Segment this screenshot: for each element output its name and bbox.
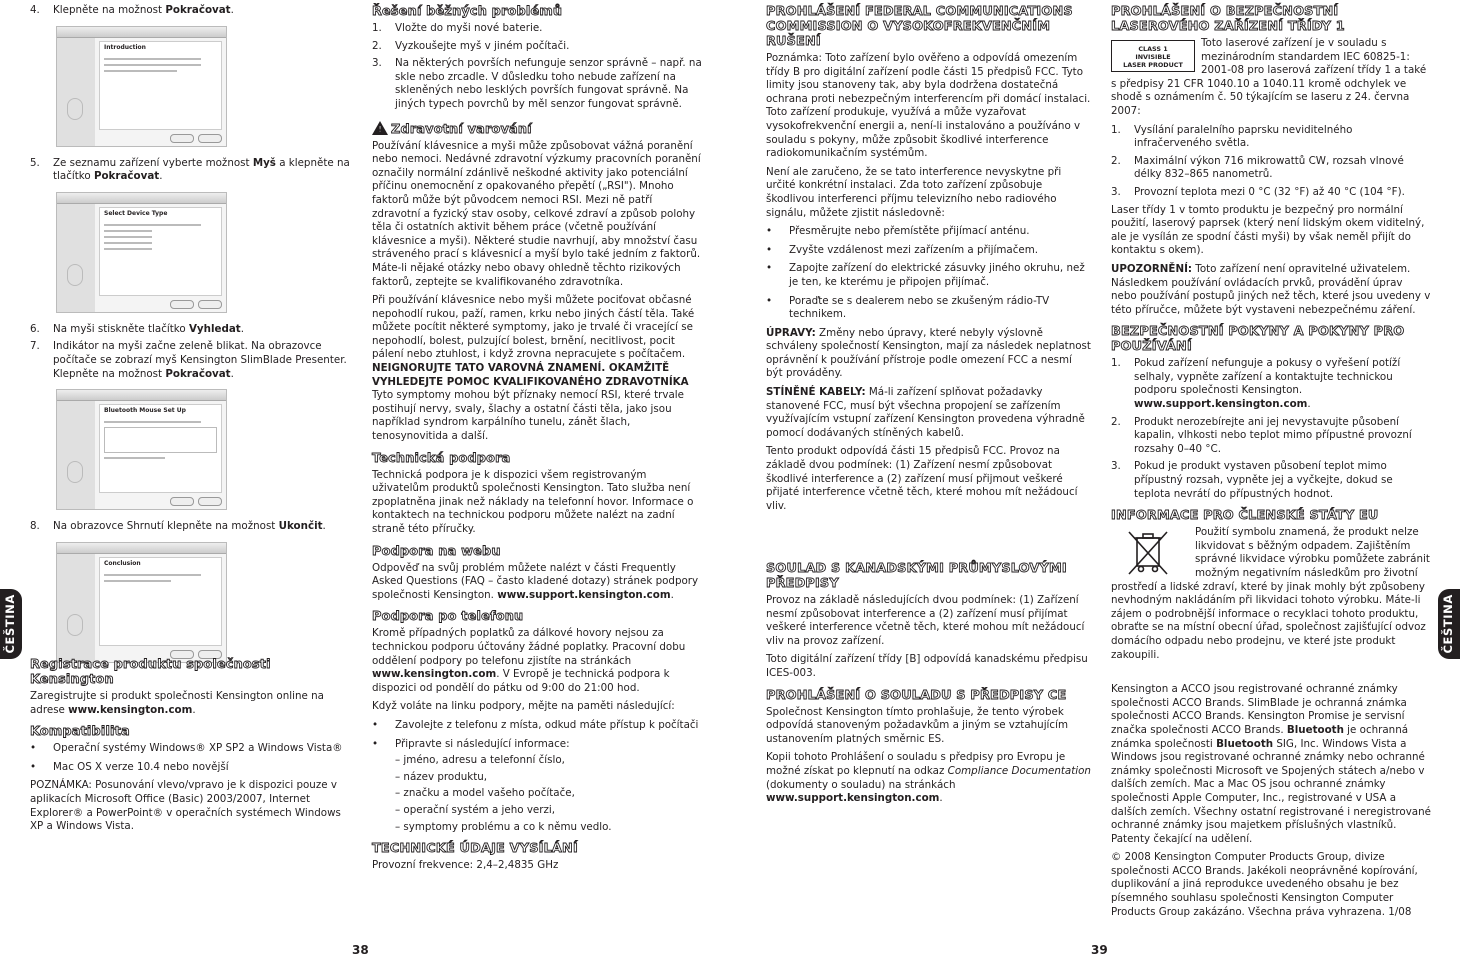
language-tab-right: ČEŠTINA	[1438, 589, 1460, 659]
screenshot-introduction: Introduction	[56, 26, 227, 147]
column-1	[30, 4, 350, 833]
fcc-text-1: Poznámka: Toto zařízení bylo ověřeno a odpovídá omezením třídy B pro digitální zařízení podle části 15 předpisů FCC. Tyto limity jsou stanoveny tak, aby byla dodržena dostatečná ochrana proti nebezpečným interferencím při domácí instalaci. Toto zařízení produkuje, využívá a může vyzařovat vysokofrekvenční energii a, není-li instalováno a používáno v souladu s pokyny, může způsobit škodlivé interference radiokomunikačním systémům.	[766, 52, 1091, 160]
screenshot-conclusion: Conclusion	[56, 542, 227, 663]
warning-icon	[372, 121, 388, 135]
eu-text: Použití symbolu znamená, že produkt nelze likvidovat s běžným odpadem. Zajištěním správné likvidace výrobku pomůžete zabránit možným negativním následkům pro životní prostředí a lidské zdraví, které by jinak mohly být způsobeny nevhodným nakládáním při likvidaci tohoto výrobku. Máte-li zájem o podrobnější informace o recyklaci tohoto produktu, obraťte se na místní obecní úřad, společnost zajišťující odvoz domácího odpadu nebo prodejnu, ve které jste produkt zakoupili.	[1111, 526, 1430, 661]
step-8: 8. Na obrazovce Shrnutí klepněte na možnost Ukončit.	[30, 520, 326, 533]
language-tab-left: ČEŠTINA	[0, 589, 22, 659]
column-2	[372, 4, 702, 878]
phone-subitem: – značku a model vašeho počítače,	[395, 787, 575, 800]
step-7: 7. Indikátor na myši začne zeleně blikat. Na obrazovce počítače se zobrazí myš Kensington SlimBlade Presenter. Klepněte na možnost Pokračovat.	[30, 340, 347, 380]
support-link[interactable]: www.support.kensington.com	[766, 792, 940, 805]
compat-item: • Mac OS X verze 10.4 nebo novější	[30, 760, 229, 773]
phone-support-heading: Podpora po telefonu	[372, 609, 524, 625]
laser-item: 3. Provozní teplota mezi 0 °C (32 °F) až 40 °C (104 °F).	[1111, 185, 1405, 198]
step-6: 6. Na myši stiskněte tlačítko Vyhledat.	[30, 322, 245, 335]
radio-spec-text: Provozní frekvence: 2,4–2,4835 GHz	[372, 859, 559, 872]
kensington-link[interactable]: www.kensington.com	[68, 703, 193, 716]
web-support-heading: Podpora na webu	[372, 543, 501, 559]
copyright-text: © 2008 Kensington Computer Products Group, divize společnosti ACCO Brands. Jakékoli neoprávněné kopírování, duplikování a jiná reprodukce uvedeného obsahu je bez písemného souhlasu společnosti Kensington Computer Products Group zakázáno. Všechna práva vyhrazena. 1/08	[1111, 851, 1418, 918]
laser-item: 1. Vysílání paralelního paprsku neviditelného infračerveného světla.	[1111, 123, 1353, 150]
page-number-left: 38	[352, 943, 369, 957]
kensington-link[interactable]: www.kensington.com	[372, 668, 497, 681]
laser-warning: UPOZORNĚNÍ: Toto zařízení není opravitelné uživatelem. Následkem používání ovládacích prvků, provádění úprav nebo používání postupů jiných než těch, které jsou uvedeny v této příručce, můžete být vystaveni nebezpečnému záření.	[1111, 262, 1431, 316]
trouble-item: 3. Na některých površích nefunguje senzor správně – např. na skle nebo zrcadle. V důsledku toho nebude zařízení na skleněných nebo lesklých površích fungovat správně. Na jiných typech povrchů by měl senzor fungovat správně.	[372, 57, 702, 110]
screenshot-mouse-setup: Bluetooth Mouse Set Up	[56, 389, 227, 510]
column-3	[766, 4, 1091, 805]
trademark-text: Kensington a ACCO jsou registrované ochranné známky společnosti ACCO Brands. SlimBlade je ochranná známka společnosti ACCO Brands. Kensington Promise je servisní značka společnosti ACCO Brands. Bluetooth je ochranná známka společnosti Bluetooth SIG, Inc. Windows Vista a Windows jsou registrované ochranné známky nebo ochranné známky společnosti Microsoft ve Spojených státech a/nebo v dalších zemích. Mac a Mac OS jsou ochranné známky společnosti Apple Computer, Inc., registrované v USA a dalších zemích. Všechny ostatní registrované i neregistrované ochranné známky jsou majetkem příslušných vlastníků. Patenty čekající na udělení.	[1111, 683, 1431, 845]
fcc-item: • Přesměrujte nebo přemístěte přijímací anténu.	[766, 225, 1030, 238]
canada-heading: SOULAD S KANADSKÝMI PRŮMYSLOVÝMI PŘEDPISY	[766, 561, 1067, 591]
phone-subitem: – jméno, adresu a telefonní číslo,	[395, 754, 565, 767]
laser-text-2: Laser třídy 1 v tomto produktu je bezpečný pro normální použití, laserový paprsek (který není lidským okem viditelný, ale je vysílán ze spodní části myši) by však neměl přijít do kontaktu s okem).	[1111, 203, 1425, 257]
fcc-text-2: Není ale zaručeno, že se tato interference nevyskytne při určité konkrétní instalaci. Zda toto zařízení způsobuje škodlivou interferenci příjmu televizního nebo radiového signálu, můžete zjistit následovně:	[766, 165, 1062, 219]
phone-subitem: – symptomy problému a co k němu vedlo.	[395, 820, 612, 833]
support-link[interactable]: www.support.kensington.com	[497, 588, 671, 601]
laser-item: 2. Maximální výkon 716 mikrowattů CW, rozsah vlnové délky 832–865 nanometrů.	[1111, 154, 1404, 181]
trouble-item: 1. Vložte do myši nové baterie.	[372, 22, 543, 34]
tech-support-text: Technická podpora je k dispozici všem registrovaným uživatelům produktů společnosti Kensington. Tato služba není zpoplatněna jinak než náklady na telefonní hovor. Informace o kontaktech na technickou podporu můžete nalézt na zadní straně této příručky.	[372, 468, 694, 535]
page-number-right: 39	[1091, 943, 1108, 957]
tech-support-heading: Technická podpora	[372, 450, 511, 466]
weee-bin-icon	[1111, 528, 1187, 578]
troubleshooting-heading: Řešení běžných problémů	[372, 4, 563, 19]
fcc-item: • Poraďte se s dealerem nebo se zkušeným rádio-TV technikem.	[766, 294, 1050, 321]
step-4: 4. Klepněte na možnost Pokračovat.	[30, 4, 234, 16]
column-4	[1111, 4, 1431, 924]
support-link[interactable]: www.support.kensington.com	[1134, 398, 1308, 411]
shielded-cables-text: STÍNĚNÉ KABELY: Má-li zařízení splňovat požadavky stanovené FCC, musí být všechna propojení se zařízením využívajícím vstupní zařízení Kensington provedena výhradně pomocí dodávaných stíněných kabelů.	[766, 386, 1085, 439]
compat-note: POZNÁMKA: Posunování vlevo/vpravo je k dispozici pouze v aplikacích Microsoft Office (Basic) 2003/2007, Internet Explorer® a PowerPoint® v operačních systémech Windows XP a Windows Vista.	[30, 779, 341, 833]
screenshot-select-device: Select Device Type	[56, 192, 227, 313]
phone-item: • Připravte si následující informace:	[372, 737, 570, 750]
ce-heading: PROHLÁŠENÍ O SOULADU S PŘEDPISY CE	[766, 687, 1067, 703]
phone-subitem: – název produktu,	[395, 770, 488, 783]
fcc-heading: PROHLÁŠENÍ FEDERAL COMMUNICATIONS COMMISSION O VYSOKOFREKVENČNÍM RUŠENÍ	[766, 4, 1073, 49]
health-text-2: Při používání klávesnice nebo myši můžete pociťovat občasné nepohodlí rukou, paží, ramen, krku nebo jiných částí těla. Také můžete pocítit některé symptomy, jako je trvalé či vracející se nepohodlí, bolest, pulzující bolest, brnění, necitlivost, pocit pálení nebo ztuhlost, i když zrovna nepracujete s počítačem. NEIGNORUJTE TATO VAROVNÁ ZNAMENÍ. OKAMŽITĚ VYHLEDEJTE POMOC KVALIFIKOVANÉHO ZDRAVOTNÍKA Tyto symptomy mohou být příznaky nemocí RSI, které trvale postihují nervy, svaly, šlachy a ostatní části těla, jako jsou například syndrom karpálního tunelu, zánět šlach, tenosynovitida a další.	[372, 294, 695, 443]
phone-subitem: – operační systém a jeho verzi,	[395, 803, 556, 816]
canada-text-1: Provoz na základě následujících dvou podmínek: (1) Zařízení nesmí způsobovat interference a (2) zařízení musí přijímat veškeré interference včetně těch, které mohou mít nežádoucí vliv na provoz zařízení.	[766, 594, 1085, 647]
registration-text: Zaregistrujte si produkt společnosti Kensington online na adrese www.kensington.com.	[30, 690, 324, 716]
phone-support-note: Když voláte na linku podpory, mějte na paměti následující:	[372, 700, 675, 713]
laser-class-badge: CLASS 1 INVISIBLE LASER PRODUCT	[1111, 40, 1195, 72]
laser-text-1: Toto laserové zařízení je v souladu s mezinárodním standardem IEC 60825-1: 2001-08 pro laserová zařízení třídy 1 a také s předpisy 21 CFR 1040.10 a 1040.11 kromě odchylek ve shodě s oznámením č. 50 týkajícím se laseru z 24. června 2007:	[1111, 37, 1427, 117]
health-text-1: Používání klávesnice a myši může způsobovat vážná poranění nebo nemoci. Nedávné zdravotní výzkumy pracovních poranění označily normální zdánlivě neškodné aktivity jako potenciální příčinu onemocnění z opakovaného přepětí („RSI"). Mnoho faktorů může být původcem nemoci RSI. Mezi ně patří zdravotní a fyzický stav osoby, celkové zdraví a způsob polohy těla či ostatních aktivit během práce (včetně používání klávesnice a myši). Některé studie navrhují, aby množství času stráveného prací s klávesnicí a myší bylo také jedním z faktorů. Máte-li nějaké otázky nebo obavy ohledně těchto rizikových faktorů, zeptejte se kvalifikovaného zdravotníka.	[372, 139, 701, 288]
phone-support-text: Kromě případných poplatků za dálkové hovory nejsou za technickou podporu účtovány žádné poplatky. Pracovní dobu oddělení podpory po telefonu zjistíte na stránkách www.kensington.com. V Evropě je technická podpora k dispozici od pondělí do pátku od 9:00 do 21:00 hod.	[372, 627, 686, 694]
canada-text-2: Toto digitální zařízení třídy [B] odpovídá kanadskému předpisu ICES-003.	[766, 653, 1088, 679]
compat-item: • Operační systémy Windows® XP SP2 a Windows Vista®	[30, 742, 343, 755]
radio-spec-heading: TECHNICKÉ ÚDAJE VYSÍLÁNÍ	[372, 841, 578, 857]
step-5: 5. Ze seznamu zařízení vyberte možnost Myš a klepněte na tlačítko Pokračovat.	[30, 156, 350, 183]
registration-heading: Registrace produktu společnosti Kensington	[30, 657, 271, 687]
phone-item: • Zavolejte z telefonu z místa, odkud máte přístup k počítači	[372, 718, 699, 731]
safety-heading: BEZPEČNOSTNÍ POKYNY A POKYNY PRO POUŽÍVÁNÍ	[1111, 324, 1405, 355]
fcc-item: • Zvyšte vzdálenost mezi zařízením a přijímačem.	[766, 243, 1039, 256]
safety-item: 2. Produkt nerozebírejte ani jej nevystavujte působení kapalin, vlhkosti nebo teplot mimo přípustné provozní rozsahy 0–40 °C.	[1111, 415, 1412, 455]
health-heading: !Zdravotní varování	[372, 121, 702, 137]
safety-item: 1. Pokud zařízení nefunguje a pokusy o vyřešení potíží selhaly, vypněte zařízení a kontaktujte technickou podporu společnosti Kensington. www.support.kensington.com.	[1111, 357, 1401, 411]
web-support-text: Odpověď na svůj problém můžete nalézt v části Frequently Asked Questions (FAQ – často kladené dotazy) stránek podpory společnosti Kensington. www.support.kensington.com.	[372, 561, 699, 601]
modifications-text: ÚPRAVY: Změny nebo úpravy, které nebyly výslovně schváleny společností Kensington, mají za následek neplatnost oprávnění k používání přístroje podle omezení FCC a nesmí být prováděny.	[766, 326, 1091, 380]
eu-heading: INFORMACE PRO ČLENSKÉ STÁTY EU	[1111, 508, 1379, 524]
laser-heading: PROHLÁŠENÍ O BEZPEČNOSTNÍ LASEROVÉHO ZAŘÍZENÍ TŘÍDY 1	[1111, 4, 1345, 34]
compatibility-heading: Kompatibilita	[30, 724, 130, 740]
ce-text-2: Kopii tohoto Prohlášení o souladu s předpisy pro Evropu je možné získat po klepnutí na odkaz Compliance Documentation (dokumenty o souladu) na stránkách www.support.kensington.com.	[766, 751, 1091, 805]
fcc-item: • Zapojte zařízení do elektrické zásuvky jiného okruhu, než je ten, ke kterému je připojen přijímač.	[766, 262, 1085, 288]
safety-item: 3. Pokud je produkt vystaven působení teplot mimo přípustný rozsah, vypněte jej a vyčkejte, dokud se teplota nevrátí do přípustných hodnot.	[1111, 460, 1393, 500]
trouble-item: 2. Vyzkoušejte myš v jiném počítači.	[372, 39, 570, 52]
fcc-text-3: Tento produkt odpovídá části 15 předpisů FCC. Provoz na základě dvou podmínek: (1) Zařízení nesmí způsobovat škodlivé interference a (2) zařízení musí přijmout veškeré přijaté interference včetně těch, které mohou mít nežádoucí vliv.	[766, 445, 1078, 512]
ce-text-1: Společnost Kensington tímto prohlašuje, že tento výrobek odpovídá stanoveným požadavkům a jiným se vztahujícím ustanovením platných směrnic ES.	[766, 705, 1068, 745]
